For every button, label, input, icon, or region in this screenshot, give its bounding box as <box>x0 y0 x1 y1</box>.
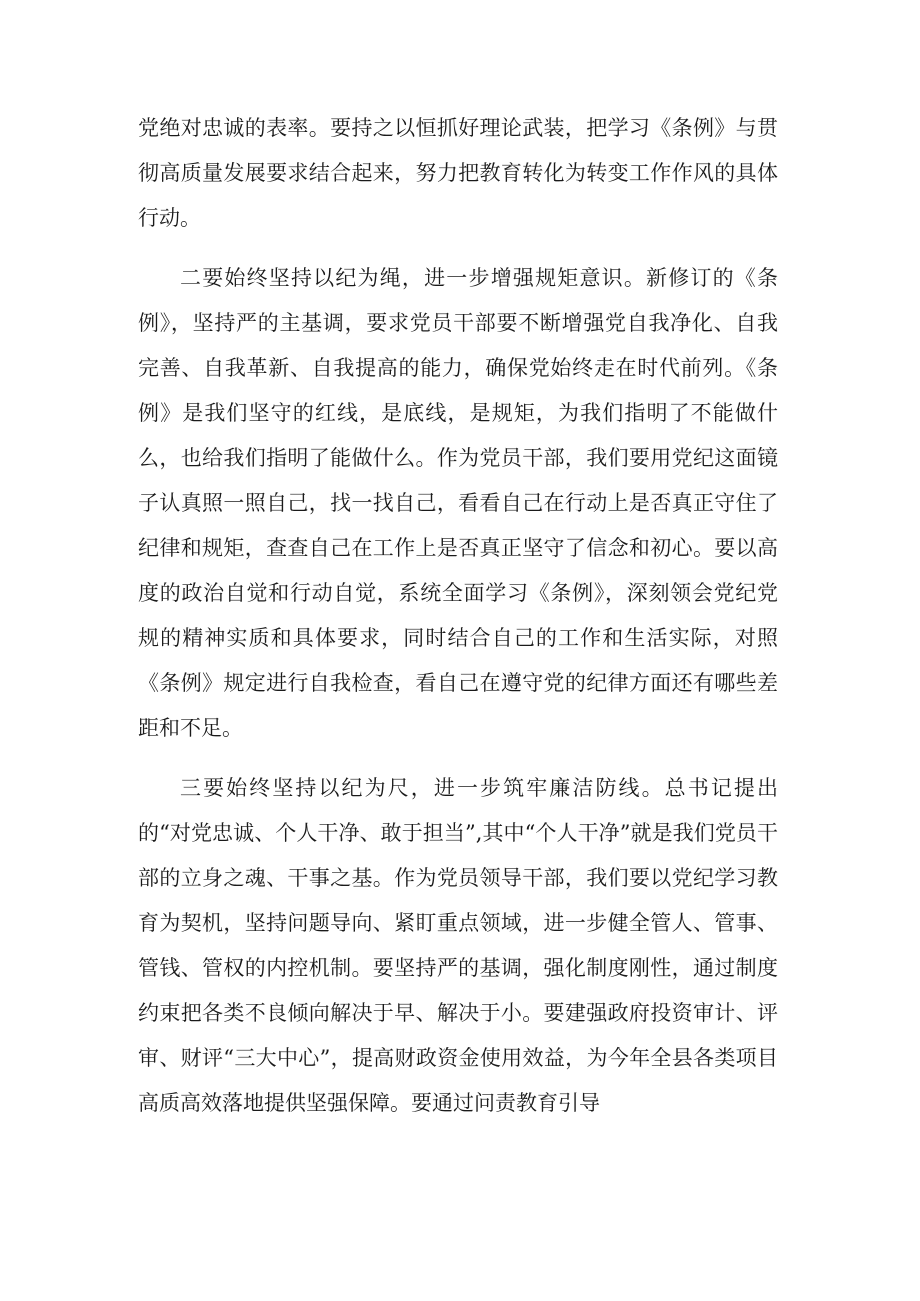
document-body <box>138 106 778 1126</box>
paragraph-point-two: 二要始终坚持以纪为绳，进一步增强规矩意识。新修订的《条例》，坚持严的主基调，要求党员干部要不断增强党自我净化、自我完善、自我革新、自我提高的能力，确保党始终走在时代前列。《条例》是我们坚守的红线，是底线，是规矩，为我们指明了不能做什么，也给我们指明了能做什么。作为党员干部，我们要用党纪这面镜子认真照一照自己，找一找自己，看看自己在行动上是否真正守住了纪律和规矩，查查自己在工作上是否真正坚守了信念和初心。要以高度的政治自觉和行动自觉，系统全面学习《条例》，深刻领会党纪党规的精神实质和具体要求，同时结合自己的工作和生活实际，对照《条例》规定进行自我检查，看自己在遵守党的纪律方面还有哪些差距和不足。 <box>138 266 778 740</box>
paragraph-point-three: 三要始终坚持以纪为尺，进一步筑牢廉洁防线。总书记提出的“对党忠诚、个人干净、敢于担当”,其中“个人干净”就是我们党员干部的立身之魂、干事之基。作为党员领导干部，我们要以党纪学习教育为契机，坚持问题导向、紧盯重点领域，进一步健全管人、管事、管钱、管权的内控机制。要坚持严的基调，强化制度刚性，通过制度约束把各类不良倾向解决于早、解决于小。要建强政府投资审计、评审、财评“三大中心”，提高财政资金使用效益，为今年全县各类项目高质高效落地提供坚强保障。要通过问责教育引导 <box>138 776 778 1115</box>
paragraph-continuation: 党绝对忠诚的表率。要持之以恒抓好理论武装，把学习《条例》与贯彻高质量发展要求结合起来，努力把教育转化为转变工作作风的具体行动。 <box>138 116 778 230</box>
